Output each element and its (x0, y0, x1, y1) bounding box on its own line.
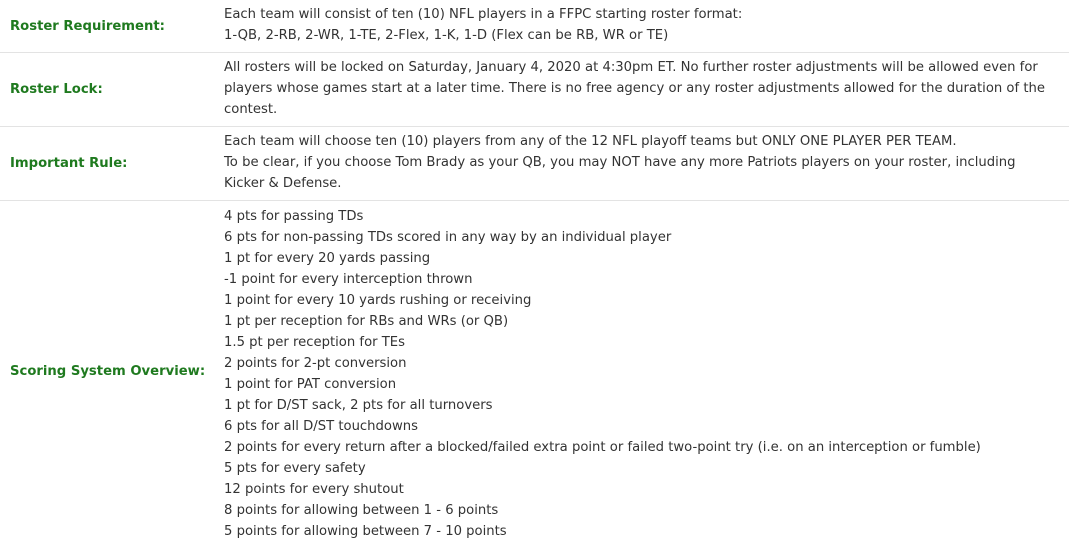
rule-text: All rosters will be locked on Saturday, January 4, 2020 at 4:30pm ET. No further roster adjustments will be allowed even for players whose games start at a later time. There is no free agency or any roster adjustments allowed for the duration of the contest. (224, 60, 1045, 117)
scoring-item: -1 point for every interception thrown (224, 272, 473, 287)
rules-row-scoring-system (0, 201, 1069, 543)
rule-line: 1-QB, 2-RB, 2-WR, 1-TE, 2-Flex, 1-K, 1-D (Flex can be RB, WR or TE) (224, 28, 669, 43)
rule-line: Each team will consist of ten (10) NFL players in a FFPC starting roster format: (224, 7, 743, 22)
scoring-item: 12 points for every shutout (224, 482, 404, 497)
rules-row-important-rule (0, 127, 1069, 201)
scoring-item: 1 pt for D/ST sack, 2 pts for all turnovers (224, 398, 493, 413)
scoring-item: 6 pts for all D/ST touchdowns (224, 419, 418, 434)
scoring-item: 5 points for allowing between 7 - 10 points (224, 524, 507, 539)
row-label: Roster Lock: (10, 82, 103, 97)
scoring-item: 6 pts for non-passing TDs scored in any way by an individual player (224, 230, 672, 245)
scoring-item: 1 pt for every 20 yards passing (224, 251, 431, 266)
scoring-item: 1.5 pt per reception for TEs (224, 335, 406, 350)
scoring-item: 5 pts for every safety (224, 461, 366, 476)
scoring-item: 1 point for PAT conversion (224, 377, 397, 392)
row-label: Important Rule: (10, 156, 128, 171)
scoring-item: 2 points for every return after a blocked/failed extra point or failed two-point try (i.e. on an interception or fumble) (224, 440, 981, 455)
rule-line: To be clear, if you choose Tom Brady as your QB, you may NOT have any more Patriots players on your roster, including Kicker & Defense. (224, 155, 1016, 191)
scoring-item: 2 points for 2-pt conversion (224, 356, 407, 371)
row-label: Scoring System Overview: (10, 364, 206, 379)
row-content (214, 0, 1069, 53)
scoring-item: 4 pts for passing TDs (224, 209, 364, 224)
scoring-item: 8 points for allowing between 1 - 6 points (224, 503, 499, 518)
row-content (214, 127, 1069, 201)
row-content (214, 53, 1069, 127)
rules-row-roster-lock (0, 53, 1069, 127)
row-label: Roster Requirement: (10, 18, 165, 34)
rules-row-roster-requirement (0, 0, 1069, 53)
scoring-item: 1 pt per reception for RBs and WRs (or QB) (224, 314, 509, 329)
scoring-list (214, 201, 1069, 543)
scoring-item: 1 point for every 10 yards rushing or receiving (224, 293, 532, 308)
rule-line: Each team will choose ten (10) players from any of the 12 NFL playoff teams but ONLY ONE PLAYER PER TEAM. (224, 134, 957, 149)
